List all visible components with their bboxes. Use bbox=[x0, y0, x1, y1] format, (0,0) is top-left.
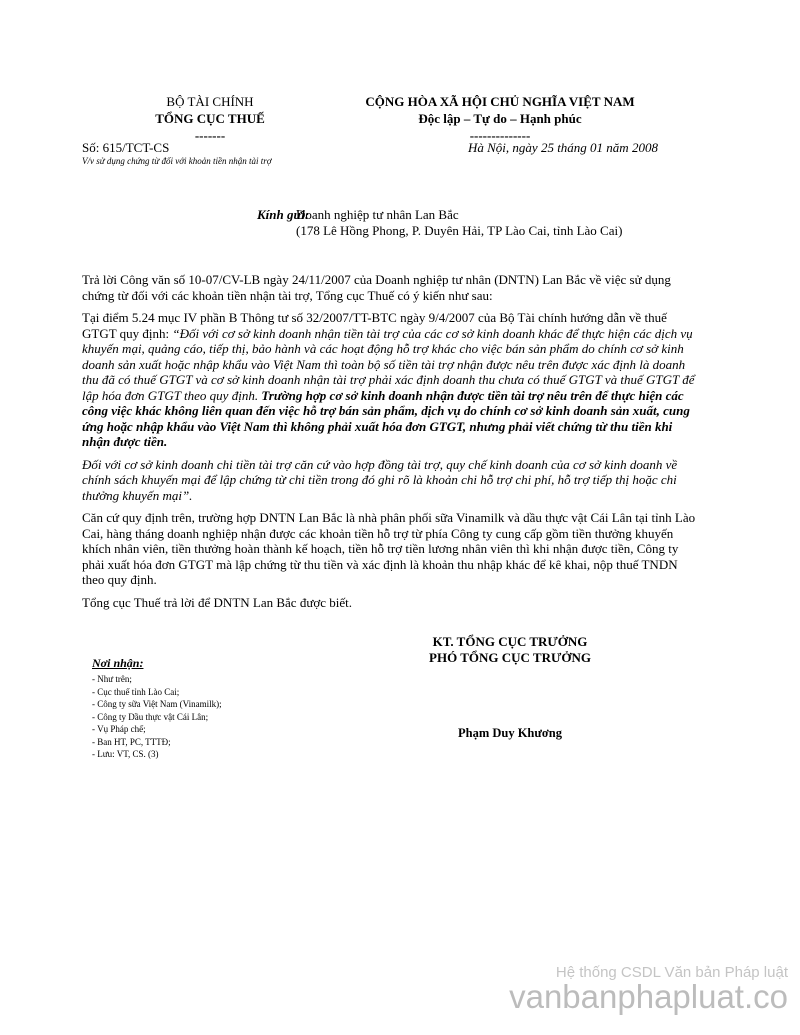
nation-title: CỘNG HÒA XÃ HỘI CHỦ NGHĨA VIỆT NAM bbox=[365, 94, 635, 109]
regulation-intro: Tại điểm 5.24 mục IV phần B Thông tư số 32/2007/TT-BTC ngày 9/4/2007 của Bộ Tài chính hướng dẫn về thuế GTGT quy định: bbox=[82, 310, 667, 341]
paragraph-regulation bbox=[82, 310, 702, 450]
document-number: Số: 615/TCT-CS bbox=[82, 140, 170, 155]
recipient-block bbox=[296, 207, 622, 239]
recipient-name: Doanh nghiệp tư nhân Lan Bắc bbox=[296, 207, 459, 222]
document-subject: V/v sử dụng chứng từ đối với khoản tiền nhận tài trợ bbox=[82, 156, 272, 166]
list-item: - Công ty Dầu thực vật Cái Lân; bbox=[92, 711, 209, 722]
recipient-label: Kính gửi: bbox=[257, 207, 310, 222]
list-item: - Như trên; bbox=[92, 674, 132, 684]
paragraph-reply: Trả lời Công văn số 10-07/CV-LB ngày 24/11/2007 của Doanh nghiệp tư nhân (DNTN) Lan Bắc về việc sử dụng chứng từ đối với các khoản tiền nhận tài trợ, Tổng cục Thuế có ý kiến như sau: bbox=[82, 272, 671, 303]
paragraph-conclusion: Căn cứ quy định trên, trường hợp DNTN Lan Bắc là nhà phân phối sữa Vinamilk và dầu thực vật Cái Lân tại tỉnh Lào Cai, hàng tháng doanh nghiệp nhận được các khoản tiền hỗ trợ từ phía Công ty cung cấp gồm tiền thưởng khuyến khích nhân viên, tiền thưởng hoàn thành kế hoạch, tiền hỗ trợ tiền lương nhân viên thì khi nhận được tiền, Công ty phải xuất hóa đơn GTGT mà lập chứng từ thu tiền và xác định là khoản thu nhập khác để kê khai, nộp thuế TNDN theo quy định. bbox=[82, 510, 696, 587]
list-item: - Vụ Pháp chế; bbox=[92, 724, 146, 734]
issuer-divider: ------- bbox=[194, 128, 226, 143]
signature-position: PHÓ TỔNG CỤC TRƯỞNG bbox=[429, 650, 591, 665]
regulation-emphasis: Trường hợp cơ sở kinh doanh nhận được tiền tài trợ nêu trên để thực hiện các công việc khác không liên quan đến việc hỗ trợ bán sản phẩm, dịch vụ do chính cơ sở kinh doanh sản xuất, cung ứng hoặc nhập khẩu vào Việt Nam thì không phải xuất hóa đơn GTGT, nhưng phải viết chứng từ thu tiền khi nhận được tiền. bbox=[82, 387, 690, 449]
watermark-site: vanbanphapluat.co bbox=[509, 978, 788, 1015]
document-body bbox=[82, 272, 702, 617]
distribution-list bbox=[92, 656, 352, 761]
distribution-title: Nơi nhận: bbox=[92, 656, 144, 670]
signature-block bbox=[405, 634, 615, 666]
national-motto: Độc lập – Tự do – Hạnh phúc bbox=[418, 111, 582, 126]
signature-title: KT. TỔNG CỤC TRƯỞNG bbox=[432, 634, 588, 649]
paragraph-closing: Tổng cục Thuế trả lời để DNTN Lan Bắc được biết. bbox=[82, 594, 352, 610]
national-heading bbox=[330, 93, 670, 144]
motto-divider: -------------- bbox=[469, 128, 531, 143]
distribution-items bbox=[92, 673, 352, 761]
list-item: - Ban HT, PC, TTTĐ; bbox=[92, 736, 171, 747]
regulation-quote: “Đối với cơ sở kinh doanh nhận tiền tài trợ của các cơ sở kinh doanh khác để thực hiện các dịch vụ khuyến mại, quảng cáo, tiếp thị, bảo hành và các hoạt động hỗ trợ khác cho việc bán sản phẩm do chính cơ sở kinh doanh sản xuất hoặc nhập khẩu vào Việt Nam thì toàn bộ số tiền tài trợ nhận được nêu trên được xác định là doanh thu đã có thuế GTGT và cơ sở kinh doanh nhận tài trợ phải xác định doanh thu chưa có thuế GTGT và thuế GTGT để lập hóa đơn GTGT theo quy định. bbox=[82, 325, 695, 403]
issuer-block bbox=[110, 93, 310, 144]
list-item: - Cục thuế tỉnh Lào Cai; bbox=[92, 686, 180, 697]
department-name: TỔNG CỤC THUẾ bbox=[155, 111, 265, 126]
paragraph-quote-continued: Đối với cơ sở kinh doanh chi tiền tài trợ căn cứ vào hợp đồng tài trợ, quy chế kinh doanh của cơ sở kinh doanh về chính sách khuyến mại để lập chứng từ chi tiền trong đó ghi rõ là khoản chi hỗ trợ chi phí, hỗ trợ tiếp thị hoặc chi thưởng khuyến mại”. bbox=[82, 456, 678, 503]
recipient-address: (178 Lê Hồng Phong, P. Duyên Hải, TP Lào Cai, tỉnh Lào Cai) bbox=[296, 223, 623, 238]
watermark-title: Hệ thống CSDL Văn bản Pháp luật bbox=[555, 964, 788, 981]
list-item: - Lưu: VT, CS. (3) bbox=[92, 749, 159, 759]
ministry-name: BỘ TÀI CHÍNH bbox=[166, 94, 254, 109]
signer-name: Phạm Duy Khương bbox=[457, 726, 563, 740]
list-item: - Công ty sữa Việt Nam (Vinamilk); bbox=[92, 699, 222, 709]
document-date: Hà Nội, ngày 25 tháng 01 năm 2008 bbox=[468, 140, 658, 155]
